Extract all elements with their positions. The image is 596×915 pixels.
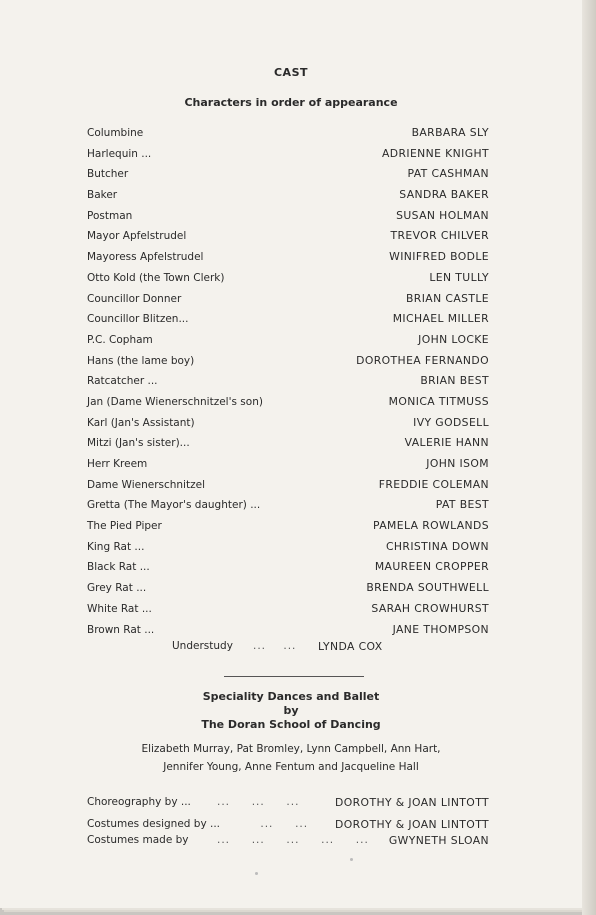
role-name: Gretta (The Mayor's daughter) ...	[87, 499, 261, 512]
credit-label: Costumes made by	[87, 834, 189, 846]
role-name: White Rat ...	[87, 602, 152, 615]
leader-dots: ... ...	[253, 640, 297, 652]
role-name: Mayoress Apfelstrudel	[87, 251, 204, 264]
dancers-line-2: Jennifer Young, Anne Fentum and Jacqueline Hall	[163, 761, 419, 773]
actor-name: IVY GODSELL	[413, 415, 489, 429]
actor-name: BRIAN CASTLE	[406, 291, 489, 305]
role-name: Otto Kold (the Town Clerk)	[87, 271, 225, 284]
paper-mark	[255, 872, 258, 875]
credit-name: DOROTHY & JOAN LINTOTT	[335, 796, 489, 809]
dance-school: The Doran School of Dancing	[201, 718, 381, 731]
cast-row	[87, 538, 489, 559]
role-name: Mayor Apfelstrudel	[87, 230, 187, 243]
credit-label: Costumes designed by ...	[87, 818, 221, 830]
actor-name: PAMELA ROWLANDS	[373, 519, 489, 533]
actor-name: PAT BEST	[435, 498, 489, 512]
cast-row	[87, 372, 489, 393]
dances-by: by	[283, 704, 299, 717]
cast-row	[87, 600, 489, 621]
role-name: Brown Rat ...	[87, 623, 155, 636]
role-name: Baker	[87, 189, 118, 202]
divider-line	[224, 676, 364, 677]
role-name: Postman	[87, 209, 133, 222]
cast-row	[87, 579, 489, 600]
actor-name: SANDRA BAKER	[399, 188, 489, 202]
actor-name: LEN TULLY	[429, 270, 489, 284]
role-name: Hans (the lame boy)	[87, 354, 195, 367]
cast-heading: CAST	[273, 66, 308, 79]
cast-row	[87, 248, 489, 269]
role-name: Dame Wienerschnitzel	[87, 478, 205, 491]
cast-row	[87, 331, 489, 352]
actor-name: BRIAN BEST	[420, 374, 489, 388]
actor-name: TREVOR CHILVER	[390, 229, 489, 243]
cast-row	[87, 145, 489, 166]
leader-dots: ... ...	[217, 818, 309, 830]
actor-name: SARAH CROWHURST	[371, 601, 489, 615]
role-name: Black Rat ...	[87, 561, 150, 574]
cast-row	[87, 124, 489, 145]
actor-name: MAUREEN CROPPER	[374, 560, 489, 574]
role-name: Ratcatcher ...	[87, 375, 158, 388]
role-name: The Pied Piper	[87, 520, 162, 533]
role-name: Mitzi (Jan's sister)...	[87, 437, 190, 450]
role-name: Columbine	[87, 127, 144, 139]
role-name: Harlequin ...	[87, 147, 152, 160]
cast-row	[87, 414, 489, 435]
cast-row	[87, 227, 489, 248]
cast-subheading: Characters in order of appearance	[184, 96, 398, 109]
credit-name: DOROTHY & JOAN LINTOTT	[335, 818, 489, 831]
dances-heading: Speciality Dances and Ballet	[202, 690, 380, 703]
credit-name: GWYNETH SLOAN	[388, 834, 489, 847]
role-name: P.C. Copham	[87, 333, 153, 346]
cast-row	[87, 165, 489, 186]
actor-name: ADRIENNE KNIGHT	[381, 146, 489, 160]
actor-name: BARBARA SLY	[411, 126, 489, 139]
credit-label: Choreography by ...	[87, 796, 191, 808]
actor-name: DOROTHEA FERNANDO	[356, 353, 489, 367]
role-name: Grey Rat ...	[87, 582, 147, 595]
cast-row	[87, 621, 489, 642]
cast-row	[87, 393, 489, 414]
role-name: King Rat ...	[87, 540, 145, 553]
cast-row	[87, 186, 489, 207]
actor-name: SUSAN HOLMAN	[396, 208, 489, 222]
credit-row	[87, 818, 489, 834]
credit-row	[87, 834, 489, 850]
role-name: Karl (Jan's Assistant)	[87, 416, 195, 429]
page-edge	[582, 0, 596, 915]
actor-name: JOHN ISOM	[426, 457, 489, 470]
cast-row	[87, 517, 489, 538]
understudy-label: Understudy	[172, 640, 233, 652]
cast-row	[87, 455, 489, 476]
actor-name: CHRISTINA DOWN	[385, 539, 489, 553]
dancers-line-1: Elizabeth Murray, Pat Bromley, Lynn Campbell, Ann Hart,	[141, 743, 441, 755]
cast-row	[87, 434, 489, 455]
cast-row	[87, 476, 489, 497]
cast-row	[87, 558, 489, 579]
role-name: Herr Kreem	[87, 458, 148, 470]
actor-name: JANE THOMPSON	[392, 622, 489, 636]
understudy-name: LYNDA COX	[318, 640, 383, 653]
cast-row	[87, 352, 489, 373]
actor-name: VALERIE HANN	[404, 436, 489, 450]
role-name: Jan (Dame Wienerschnitzel's son)	[87, 395, 263, 408]
actor-name: JOHN LOCKE	[418, 332, 489, 346]
cast-row	[87, 207, 489, 228]
actor-name: BRENDA SOUTHWELL	[366, 581, 489, 595]
leader-dots: ... ... ... ... ...	[217, 834, 369, 846]
actor-name: WINIFRED BODLE	[389, 250, 489, 264]
cast-row	[87, 269, 489, 290]
leader-dots: ... ... ...	[217, 796, 300, 808]
role-name: Councillor Blitzen...	[87, 313, 189, 326]
cast-list	[87, 124, 489, 641]
paper-mark	[350, 858, 353, 861]
actor-name: MONICA TITMUSS	[388, 394, 489, 408]
actor-name: FREDDIE COLEMAN	[378, 477, 489, 491]
cast-row	[87, 290, 489, 311]
role-name: Butcher	[87, 168, 129, 181]
actor-name: MICHAEL MILLER	[392, 312, 489, 326]
cast-row	[87, 496, 489, 517]
role-name: Councillor Donner	[87, 292, 182, 305]
actor-name: PAT CASHMAN	[407, 167, 489, 181]
cast-row	[87, 310, 489, 331]
credit-row	[87, 796, 489, 812]
